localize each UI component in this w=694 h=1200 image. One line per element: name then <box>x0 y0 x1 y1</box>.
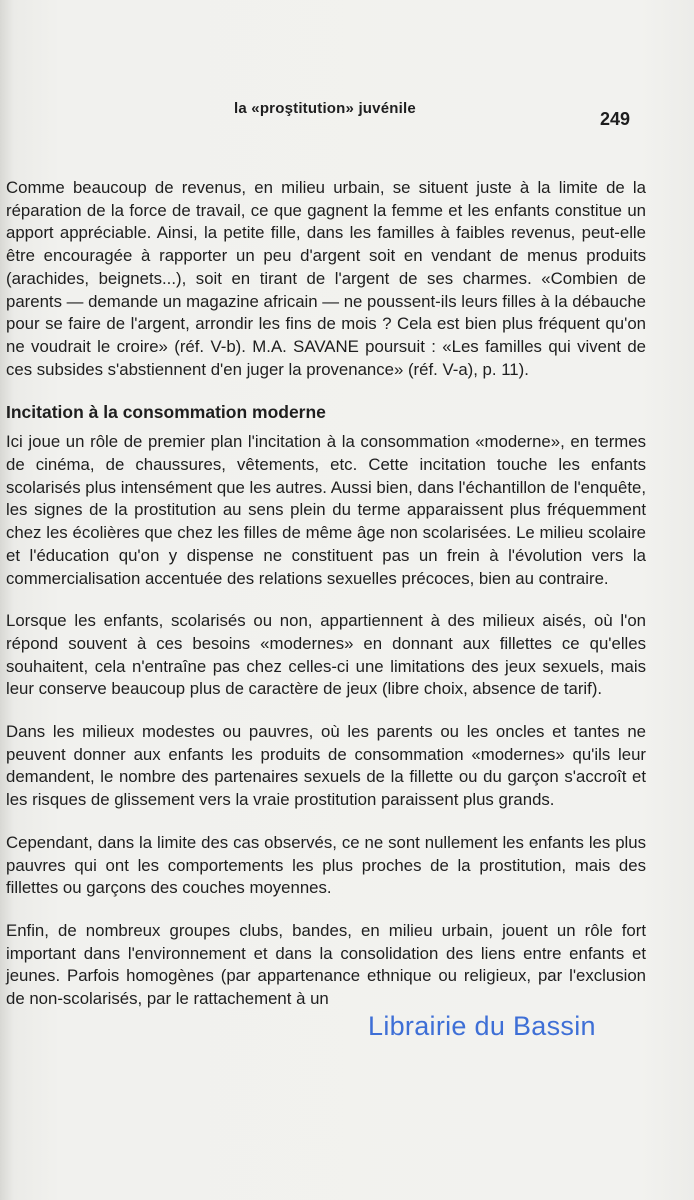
page-header <box>0 100 694 130</box>
watermark: Librairie du Bassin <box>368 1011 596 1041</box>
paragraph-4: Dans les milieux modestes ou pauvres, où les parents ou les oncles et tantes ne peuvent donner aux enfants les produits de consommation «modernes» qu'ils leur demandent, le nombre des partenaires sexuels de la fillette ou du garçon s'accroît et les risques de glissement vers la vraie prostitution paraissent plus grands. <box>6 722 646 810</box>
section-heading: Incitation à la consommation moderne <box>6 402 326 423</box>
running-title: la «proştitution» juvénile <box>234 100 416 117</box>
body-text <box>6 177 646 1011</box>
paragraph-3: Lorsque les enfants, scolarisés ou non, appartiennent à des milieux aisés, où l'on répond souvent à ces besoins «modernes» en donnant aux fillettes ce qu'elles souhaitent, cela n'entraîne pas chez celles-ci une limitations des jeux sexuels, mais leur conserve beaucoup plus de caractère de jeux (libre choix, absence de tarif). <box>6 611 646 699</box>
paragraph-5: Cependant, dans la limite des cas observés, ce ne sont nullement les enfants les plus pauvres qui ont les comportements les plus proches de la prostitution, mais des fillettes ou garçons des couches moyennes. <box>6 832 646 898</box>
paragraph-2: Ici joue un rôle de premier plan l'incitation à la consommation «moderne», en termes de cinéma, de chaussures, vêtements, etc. Cette incitation touche les enfants scolarisés plus intensément que les autres. Aussi bien, dans l'échantillon de l'enquête, les signes de la prostitution au sens plein du terme apparaissent plus fréquemment chez les écolières que chez les filles de même âge non scolarisées. Le milieu scolaire et l'éducation qu'on y dispense ne constituent pas un frein à l'évolution vers la commercialisation accentuée des relations sexuelles précoces, bien au contraire. <box>6 432 646 588</box>
page-number: 249 <box>600 109 631 129</box>
paragraph-1: Comme beaucoup de revenus, en milieu urbain, se situent juste à la limite de la réparation de la force de travail, ce que gagnent la femme et les enfants constitue un apport appréciable. Ainsi, la petite fille, dans les familles à faibles revenus, peut-elle être encouragée à rapporter un peu d'argent soit en vendant de menus produits (arachides, beignets...), soit en tirant de l'argent de ses charmes. «Combien de parents — demande un magazine africain — ne poussent-ils leurs filles à la débauche pour se faire de l'argent, arrondir les fins de mois ? Cela est bien plus fréquent qu'on ne voudrait le croire» (réf. V-b). M.A. SAVANE poursuit : «Les familles qui vivent de ces subsides s'abstiennent d'en juger la provenance» (réf. V-a), p. 11). <box>6 178 646 379</box>
paragraph-6: Enfin, de nombreux groupes clubs, bandes, en milieu urbain, jouent un rôle fort important dans l'environnement et dans la consolidation des liens entre enfants et jeunes. Parfois homogènes (par appartenance ethnique ou religieux, par l'exclusion de non-scolarisés, par le rattachement à un <box>6 920 646 1009</box>
